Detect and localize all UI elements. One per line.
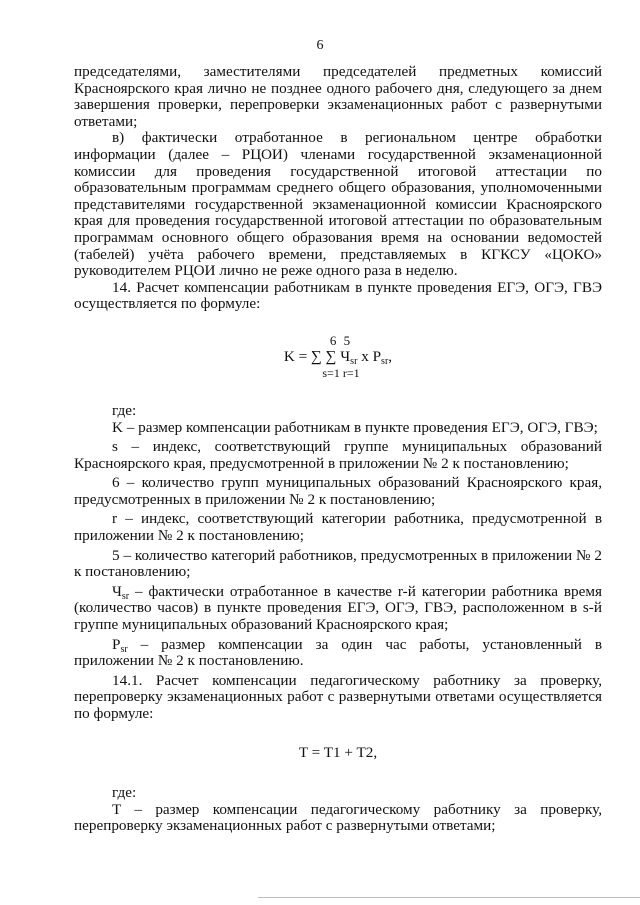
- formula-upper-limits: 6 5: [329, 332, 353, 348]
- scan-edge-line: [258, 897, 640, 898]
- definition-chsr: [74, 584, 602, 634]
- definition-5: 5 – количество категорий работников, предусмотренных в приложении № 2 к постановлению;: [74, 546, 602, 581]
- definition-r: r – индекс, соответствующий категории работника, предусмотренной в приложении № 2 к постановлению;: [74, 510, 602, 545]
- chsr-symbol: Ч: [112, 582, 122, 600]
- definition-6: 6 – количество групп муниципальных образований Красноярского края, предусмотренных в приложении № 2 к постановлению;: [74, 474, 602, 508]
- where-label: где:: [112, 401, 137, 419]
- paragraph-continuation: председателями, заместителями председателей предметных комиссий Красноярского края лично не позднее одного рабочего дня, следующего за днем завершения проверки, перепроверки экзаменационных работ с развернутыми ответами;: [74, 63, 602, 130]
- formula-sub1: sr: [350, 355, 358, 367]
- definition-k: K – размер компенсации работникам в пункте проведения ЕГЭ, ОГЭ, ГВЭ;: [112, 418, 598, 436]
- definition-s: s – индекс, соответствующий группе муниципальных образований Красноярского края, предусмотренной в приложении № 2 к постановлению;: [74, 438, 602, 472]
- formula-tail: ,: [388, 347, 393, 365]
- paragraph-14-1: 14.1. Расчет компенсации педагогическому работнику за проверку, перепроверку экзаменационных работ с развернутыми ответами осуществляется по формуле:: [74, 671, 602, 722]
- where-label-2: где:: [112, 784, 137, 802]
- definition-psr: [74, 637, 602, 670]
- formula-compensation: [74, 333, 602, 381]
- document-body: [74, 64, 602, 835]
- page-number: 6: [316, 38, 324, 53]
- paragraph-14: 14. Расчет компенсации работникам в пункте проведения ЕГЭ, ОГЭ, ГВЭ осуществляется по формуле:: [74, 278, 602, 313]
- definition-t: T – размер компенсации педагогическому работнику за проверку, перепроверку экзаменационных работ с развернутыми ответами;: [74, 800, 602, 835]
- formula-main: [74, 349, 602, 365]
- psr-symbol: P: [112, 635, 121, 653]
- formula-teacher-compensation: T = T1 + T2,: [298, 743, 378, 761]
- formula-lower-limits: s=1 r=1: [322, 365, 360, 380]
- formula-sub2: sr: [381, 355, 389, 367]
- chsr-text: – фактически отработанное в качестве r-й категории работника время (количество часов) в пункте проведения ЕГЭ, ОГЭ, ГВЭ, расположенном в s-й группе муниципальных образований Красноярского края;: [74, 582, 602, 634]
- formula-mid: x P: [357, 347, 382, 365]
- chsr-sub: sr: [121, 590, 130, 602]
- paragraph-item-v: в) фактически отработанное в региональном центре обработки информации (далее – РЦОИ) членами государственной экзаменационной комиссии для проведения государственной итоговой аттестации по образовательным программам среднего общего образования, уполномоченными представителями государственной экзаменационной комиссии Красноярского края для проведения государственной итоговой аттестации по образовательным программам основного общего образования время на основании ведомостей (табелей) учёта рабочего времени, представляемых в КГКСУ «ЦОКО» руководителем РЦОИ лично не реже одного раза в неделю.: [74, 129, 602, 280]
- psr-text: – размер компенсации за один час работы, установленный в приложении № 2 к постановлению.: [74, 635, 602, 670]
- psr-sub: sr: [120, 643, 128, 655]
- formula-lhs: K = ∑ ∑ Ч: [283, 347, 351, 365]
